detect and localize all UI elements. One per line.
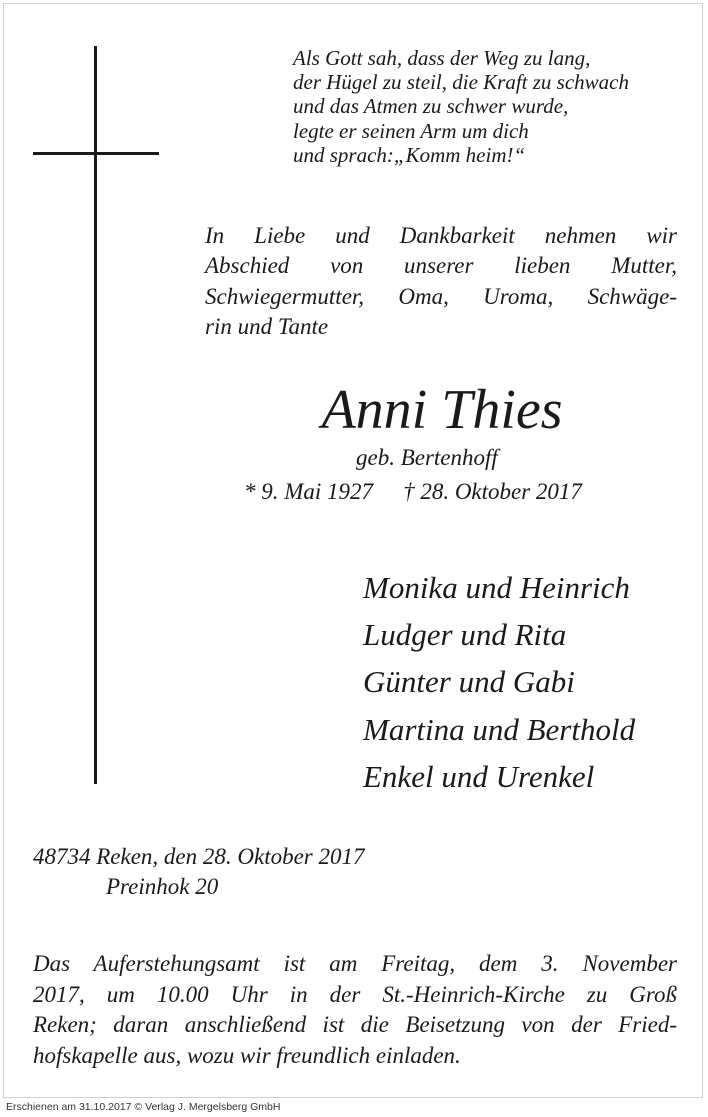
mourner-entry: Martina und Berthold [363,711,636,747]
intro-line: Schwiegermutter, Oma, Uroma, Schwäge- [205,283,677,309]
service-line: Reken; daran anschließend ist die Beisetzung von der Fried- [33,1012,677,1038]
life-dates [244,477,582,507]
mourners-list [363,564,635,800]
intro-line: rin und Tante [205,314,329,340]
mourner-entry: Ludger und Rita [363,617,567,653]
birth-date: * 9. Mai 1927 [244,479,374,504]
poem-line: legte er seinen Arm um dich [293,118,529,143]
service-line: hofskapelle aus, wozu wir freundlich einladen. [33,1042,461,1068]
poem-line: der Hügel zu steil, die Kraft zu schwach [293,70,629,95]
deceased-name: Anni Thies [321,379,563,441]
service-line: Das Auferstehungsamt ist am Freitag, dem 3. November [33,951,677,976]
birth-name: geb. Bertenhoff [356,445,498,470]
intro-line: In Liebe und Dankbarkeit nehmen wir [205,223,677,248]
publication-footer [0,1099,708,1117]
poem-line: und sprach:„Komm heim!“ [293,142,526,167]
mourner-entry: Günter und Gabi [363,664,575,700]
cross-horizontal-bar [33,152,159,155]
intro-line: Abschied von unserer lieben Mutter, [205,253,677,279]
service-line: 2017, um 10.00 Uhr in der St.-Heinrich-Kirche zu Groß [33,981,677,1007]
service-announcement [33,949,677,1071]
notice-frame [3,3,703,1098]
intro-text [205,221,677,343]
poem [293,46,629,167]
publication-credit: Erschienen am 31.10.2017 © Verlag J. Mergelsberg GmbH [6,1101,281,1113]
place-and-date: 48734 Reken, den 28. Oktober 2017 [33,844,365,869]
street-address: Preinhok 20 [106,874,219,899]
mourner-entry: Monika und Heinrich [363,570,630,605]
mourner-entry: Enkel und Urenkel [363,758,595,794]
poem-line: und das Atmen zu schwer wurde, [293,94,569,119]
death-date: † 28. Oktober 2017 [403,479,582,504]
poem-line: Als Gott sah, dass der Weg zu lang, [293,46,591,70]
